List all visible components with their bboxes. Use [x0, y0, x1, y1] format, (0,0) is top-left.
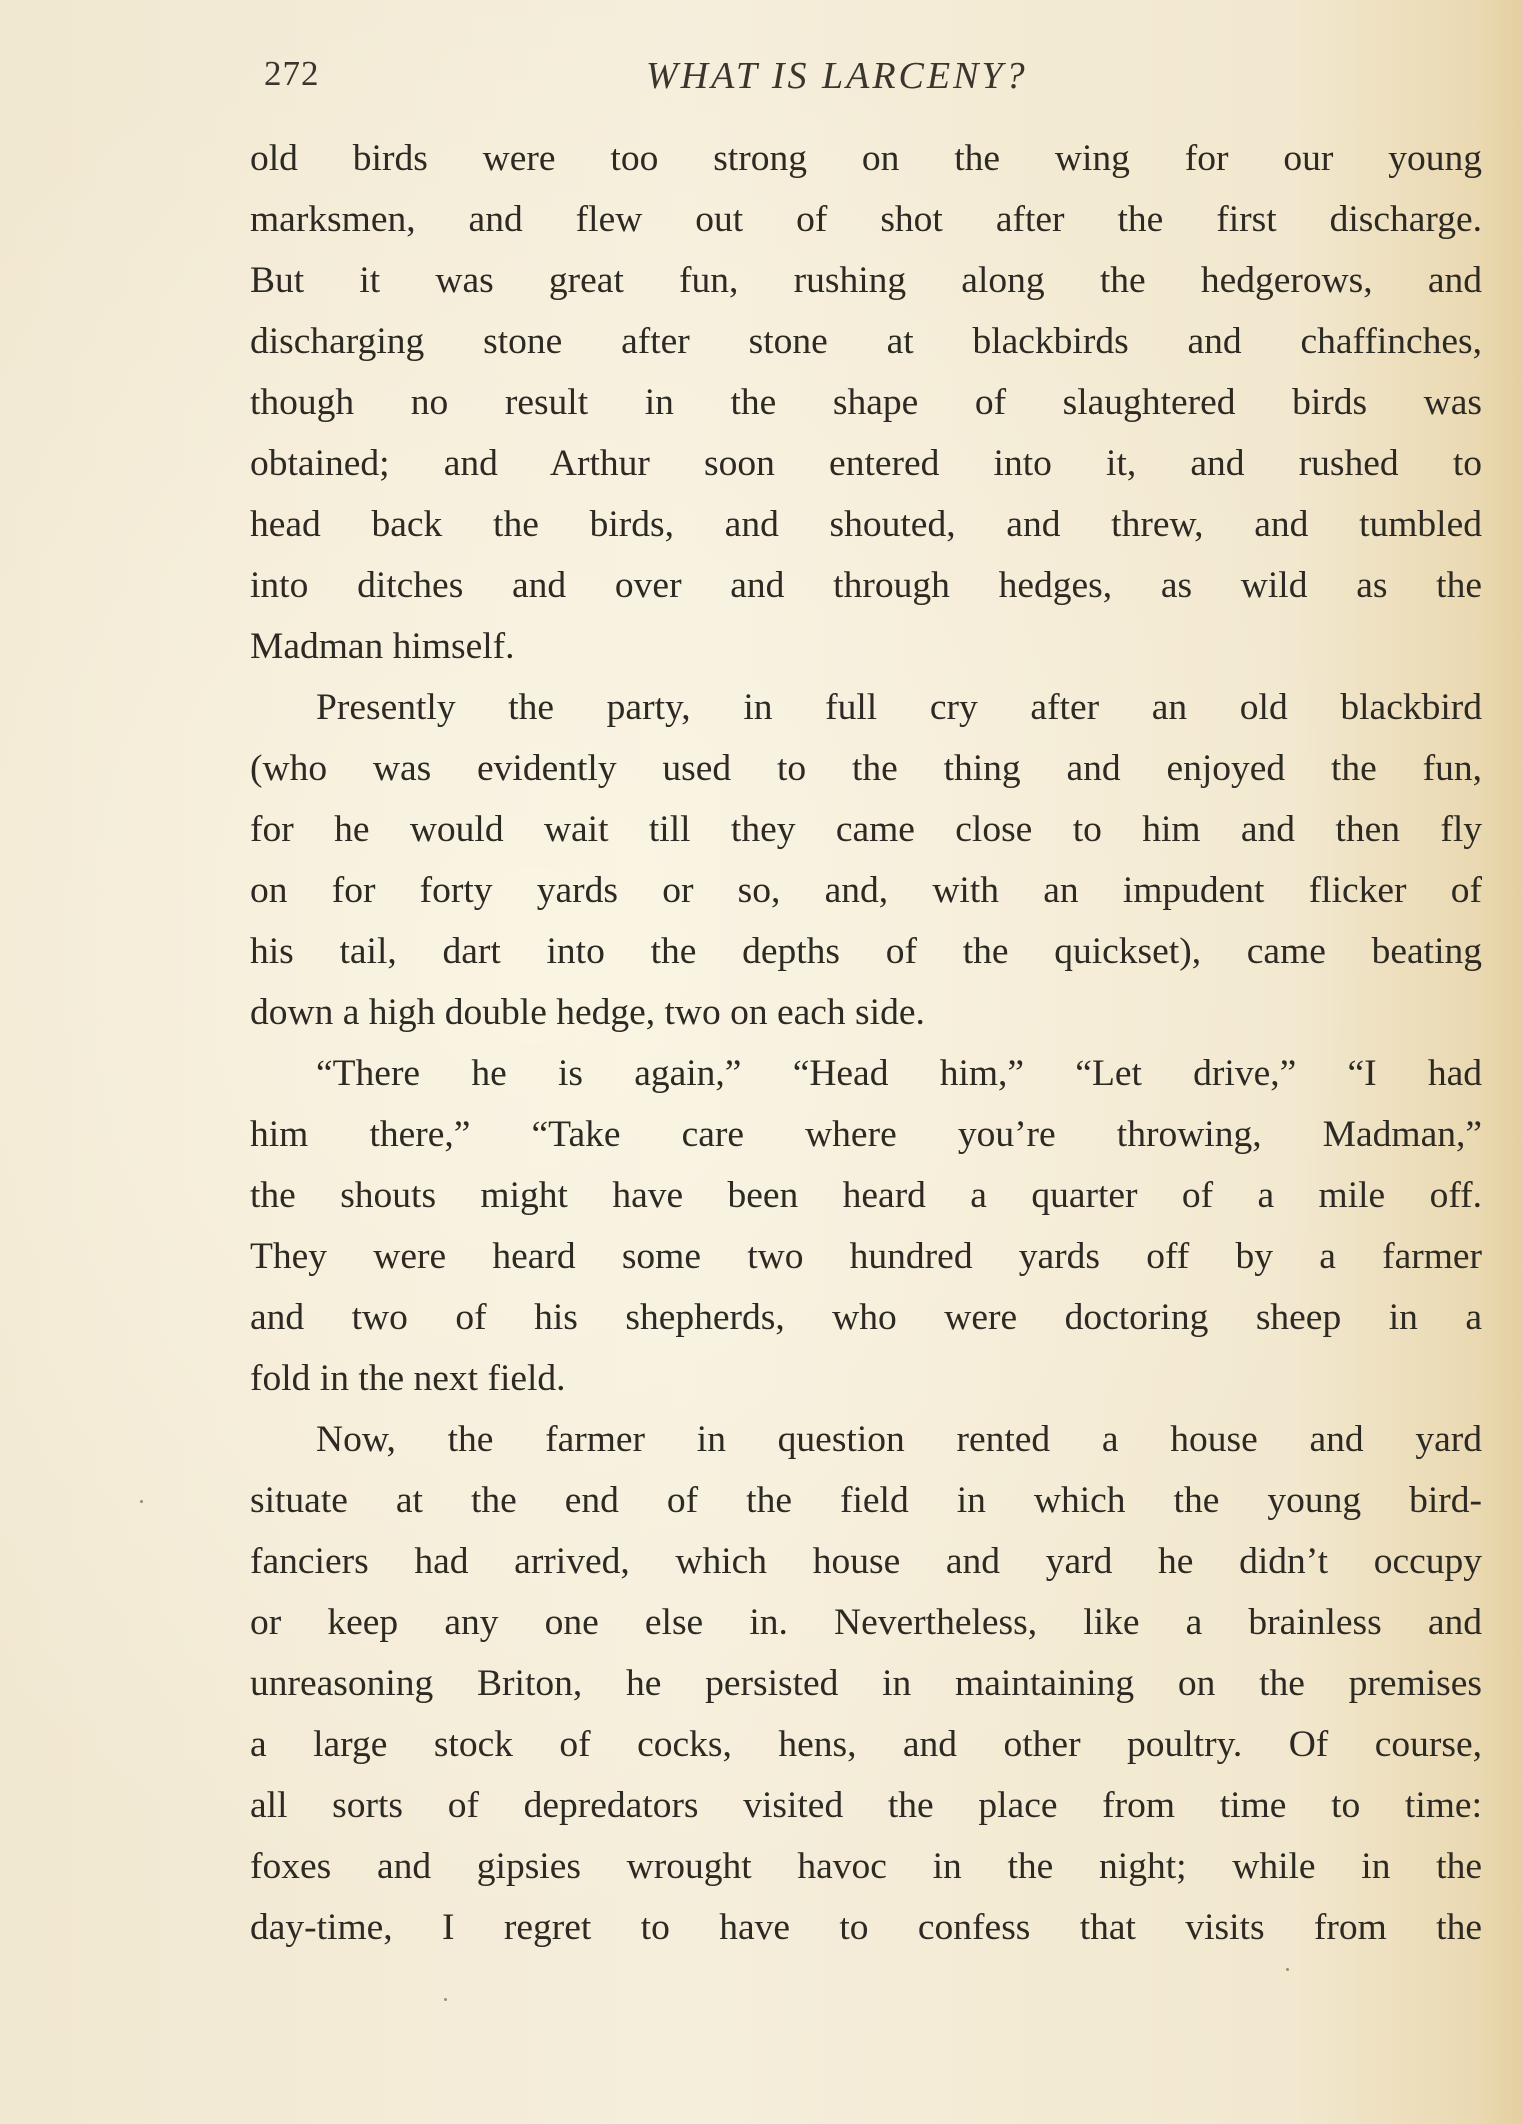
- running-title: WHAT IS LARCENY?: [646, 55, 1028, 97]
- paper-speck: [444, 1998, 447, 2001]
- text-line: head back the birds, and shouted, and threw, and tumbled: [250, 504, 1482, 545]
- text-line: into ditches and over and through hedges, as wild as the: [250, 565, 1482, 606]
- text-line: and two of his shepherds, who were doctoring sheep in a: [250, 1297, 1482, 1338]
- text-line: marksmen, and flew out of shot after the first discharge.: [250, 199, 1482, 240]
- text-line: They were heard some two hundred yards off by a farmer: [250, 1236, 1482, 1277]
- body-text: [250, 128, 1482, 1958]
- text-line: him there,” “Take care where you’re throwing, Madman,”: [250, 1114, 1482, 1155]
- text-line: on for forty yards or so, and, with an impudent flicker of: [250, 870, 1482, 911]
- text-line: the shouts might have been heard a quarter of a mile off.: [250, 1175, 1482, 1216]
- paper-speck: [1286, 1968, 1289, 1971]
- text-line: a large stock of cocks, hens, and other poultry. Of course,: [250, 1724, 1482, 1765]
- paper-speck: [140, 1500, 143, 1503]
- paragraph-end-line: down a high double hedge, two on each side.: [250, 992, 925, 1033]
- text-line: unreasoning Briton, he persisted in maintaining on the premises: [250, 1663, 1482, 1704]
- page-header: [0, 50, 1522, 110]
- text-line: all sorts of depredators visited the place from time to time:: [250, 1785, 1482, 1826]
- text-line: foxes and gipsies wrought havoc in the night; while in the: [250, 1846, 1482, 1887]
- text-line: discharging stone after stone at blackbirds and chaffinches,: [250, 321, 1482, 362]
- paragraph-end-line: fold in the next field.: [250, 1358, 566, 1399]
- text-line: for he would wait till they came close to him and then fly: [250, 809, 1482, 850]
- text-line: old birds were too strong on the wing for our young: [250, 138, 1482, 179]
- page-number: 272: [264, 54, 320, 93]
- text-line: obtained; and Arthur soon entered into it, and rushed to: [250, 443, 1482, 484]
- text-line: But it was great fun, rushing along the hedgerows, and: [250, 260, 1482, 301]
- paragraph-first-line: Presently the party, in full cry after an old blackbird: [316, 687, 1482, 728]
- text-line: though no result in the shape of slaughtered birds was: [250, 382, 1482, 423]
- text-line: fanciers had arrived, which house and yard he didn’t occupy: [250, 1541, 1482, 1582]
- text-line: (who was evidently used to the thing and enjoyed the fun,: [250, 748, 1482, 789]
- text-line: day-time, I regret to have to confess that visits from the: [250, 1907, 1482, 1948]
- text-line: situate at the end of the field in which the young bird-: [250, 1480, 1482, 1521]
- text-line: or keep any one else in. Nevertheless, like a brainless and: [250, 1602, 1482, 1643]
- paragraph-first-line: Now, the farmer in question rented a house and yard: [316, 1419, 1482, 1460]
- paragraph-first-line: “There he is again,” “Head him,” “Let drive,” “I had: [316, 1053, 1482, 1094]
- text-line: his tail, dart into the depths of the quickset), came beating: [250, 931, 1482, 972]
- paragraph-end-line: Madman himself.: [250, 626, 515, 667]
